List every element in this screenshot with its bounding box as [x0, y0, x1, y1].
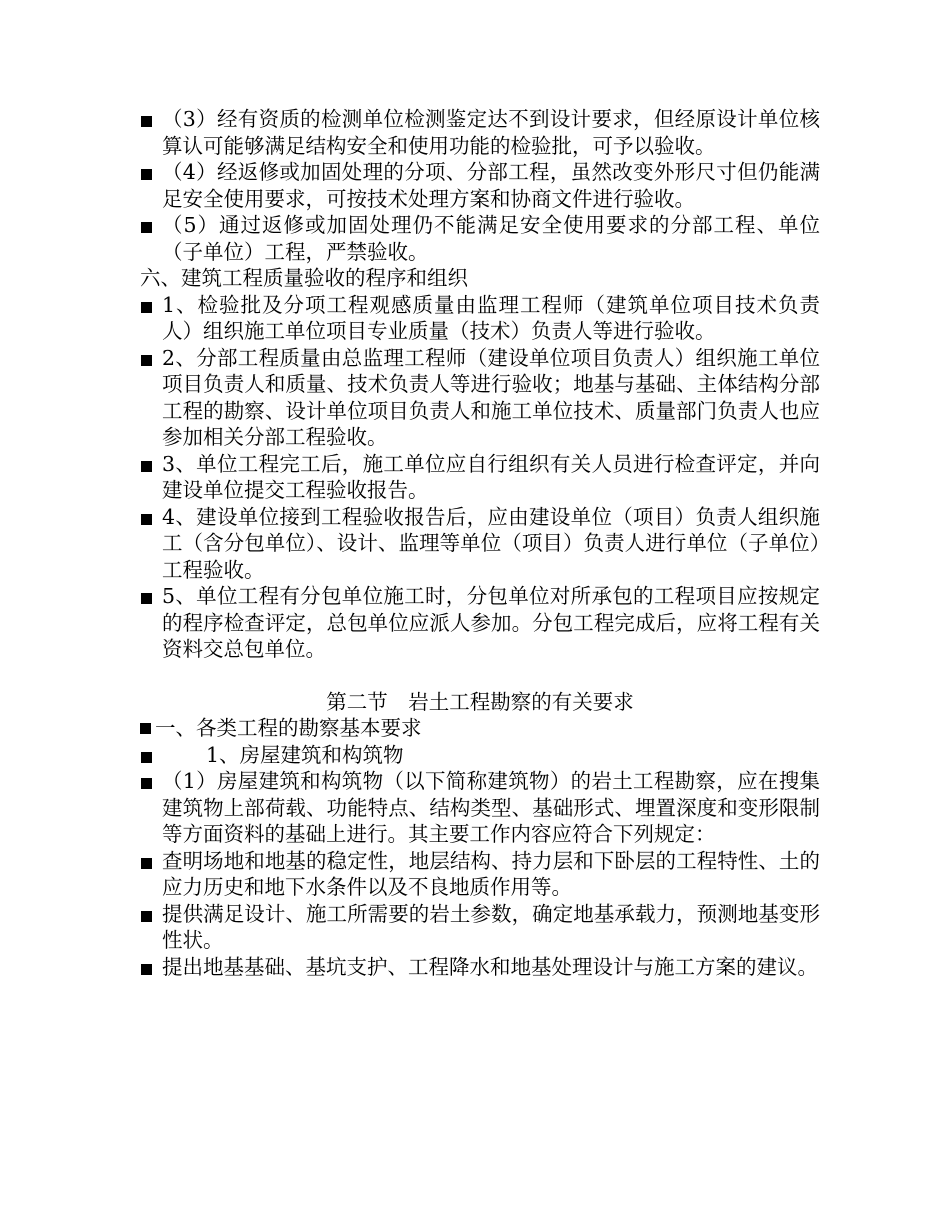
- list-item: [140, 106, 820, 159]
- square-bullet-icon: [141, 355, 152, 366]
- list-item: [140, 212, 820, 265]
- subsection-heading: [140, 715, 820, 742]
- list-item-text: （5）通过返修或加固处理仍不能满足安全使用要求的分部工程、单位（子单位）工程，严禁验收。: [162, 213, 820, 264]
- list-item-text: 4、建设单位接到工程验收报告后，应由建设单位（项目）负责人组织施工（含分包单位）、设计、监理等单位（项目）负责人进行单位（子单位）工程验收。: [162, 504, 820, 582]
- list-item-text: 提供满足设计、施工所需要的岩土参数，确定地基承载力，预测地基变形性状。: [162, 901, 820, 952]
- list-item-text: 2、分部工程质量由总监理工程师（建设单位项目负责人）组织施工单位项目负责人和质量、技术负责人等进行验收；地基与基础、主体结构分部工程的勘察、设计单位项目负责人和施工单位技术、质量部门负责人也应参加相关分部工程验收。: [162, 345, 820, 449]
- square-bullet-icon: [141, 222, 152, 233]
- list-item: [140, 159, 820, 212]
- list-item: [140, 451, 820, 504]
- list-item: [140, 583, 820, 663]
- list-item: [140, 848, 820, 901]
- section-heading: 六、建筑工程质量验收的程序和组织: [140, 266, 468, 290]
- list-item: [140, 345, 820, 451]
- subsection-heading-text: 一、各类工程的勘察基本要求: [155, 716, 422, 740]
- list-item-text: 查明场地和地基的稳定性，地层结构、持力层和下卧层的工程特性、土的应力历史和地下水条件以及不良地质作用等。: [162, 848, 820, 899]
- square-bullet-icon: [141, 858, 152, 869]
- list-item-text: 5、单位工程有分包单位施工时，分包单位对所承包的工程项目应按规定的程序检查评定，总包单位应派人参加。分包工程完成后，应将工程有关资料交总包单位。: [162, 584, 820, 661]
- list-item-text: （3）经有资质的检测单位检测鉴定达不到设计要求，但经原设计单位核算认可能够满足结构安全和使用功能的检验批，可予以验收。: [162, 107, 820, 158]
- square-bullet-icon: [141, 514, 152, 525]
- square-bullet-icon: [141, 169, 152, 180]
- list-item: [140, 768, 820, 848]
- square-bullet-icon: [141, 752, 152, 763]
- list-item-text: （4）经返修或加固处理的分项、分部工程，虽然改变外形尺寸但仍能满足安全使用要求，可按技术处理方案和协商文件进行验收。: [162, 160, 820, 211]
- section-title: 第二节 岩土工程勘察的有关要求: [326, 689, 634, 714]
- document-page: [140, 106, 820, 980]
- list-item: [140, 954, 820, 981]
- square-bullet-icon: [140, 723, 151, 734]
- list-item: [140, 901, 820, 954]
- square-bullet-icon: [141, 116, 152, 127]
- square-bullet-icon: [141, 911, 152, 922]
- list-item: [140, 504, 820, 584]
- square-bullet-icon: [141, 593, 152, 604]
- list-item-text: 1、检验批及分项工程观感质量由监理工程师（建筑单位项目技术负责人）组织施工单位项目专业质量（技术）负责人等进行验收。: [162, 292, 820, 343]
- list-item: [140, 742, 820, 769]
- list-item-text: （1）房屋建筑和构筑物（以下简称建筑物）的岩土工程勘察，应在搜集建筑物上部荷载、功能特点、结构类型、基础形式、埋置深度和变形限制等方面资料的基础上进行。其主要工作内容应符合下列规定：: [162, 769, 820, 846]
- list-item: [140, 292, 820, 345]
- list-item-text: 1、房屋建筑和构筑物: [206, 742, 404, 767]
- list-item-text: 提出地基基础、基坑支护、工程降水和地基处理设计与施工方案的建议。: [162, 954, 818, 979]
- square-bullet-icon: [141, 778, 152, 789]
- list-item-text: 3、单位工程完工后，施工单位应自行组织有关人员进行检查评定，并向建设单位提交工程验收报告。: [162, 451, 820, 502]
- square-bullet-icon: [141, 461, 152, 472]
- square-bullet-icon: [141, 964, 152, 975]
- square-bullet-icon: [141, 302, 152, 313]
